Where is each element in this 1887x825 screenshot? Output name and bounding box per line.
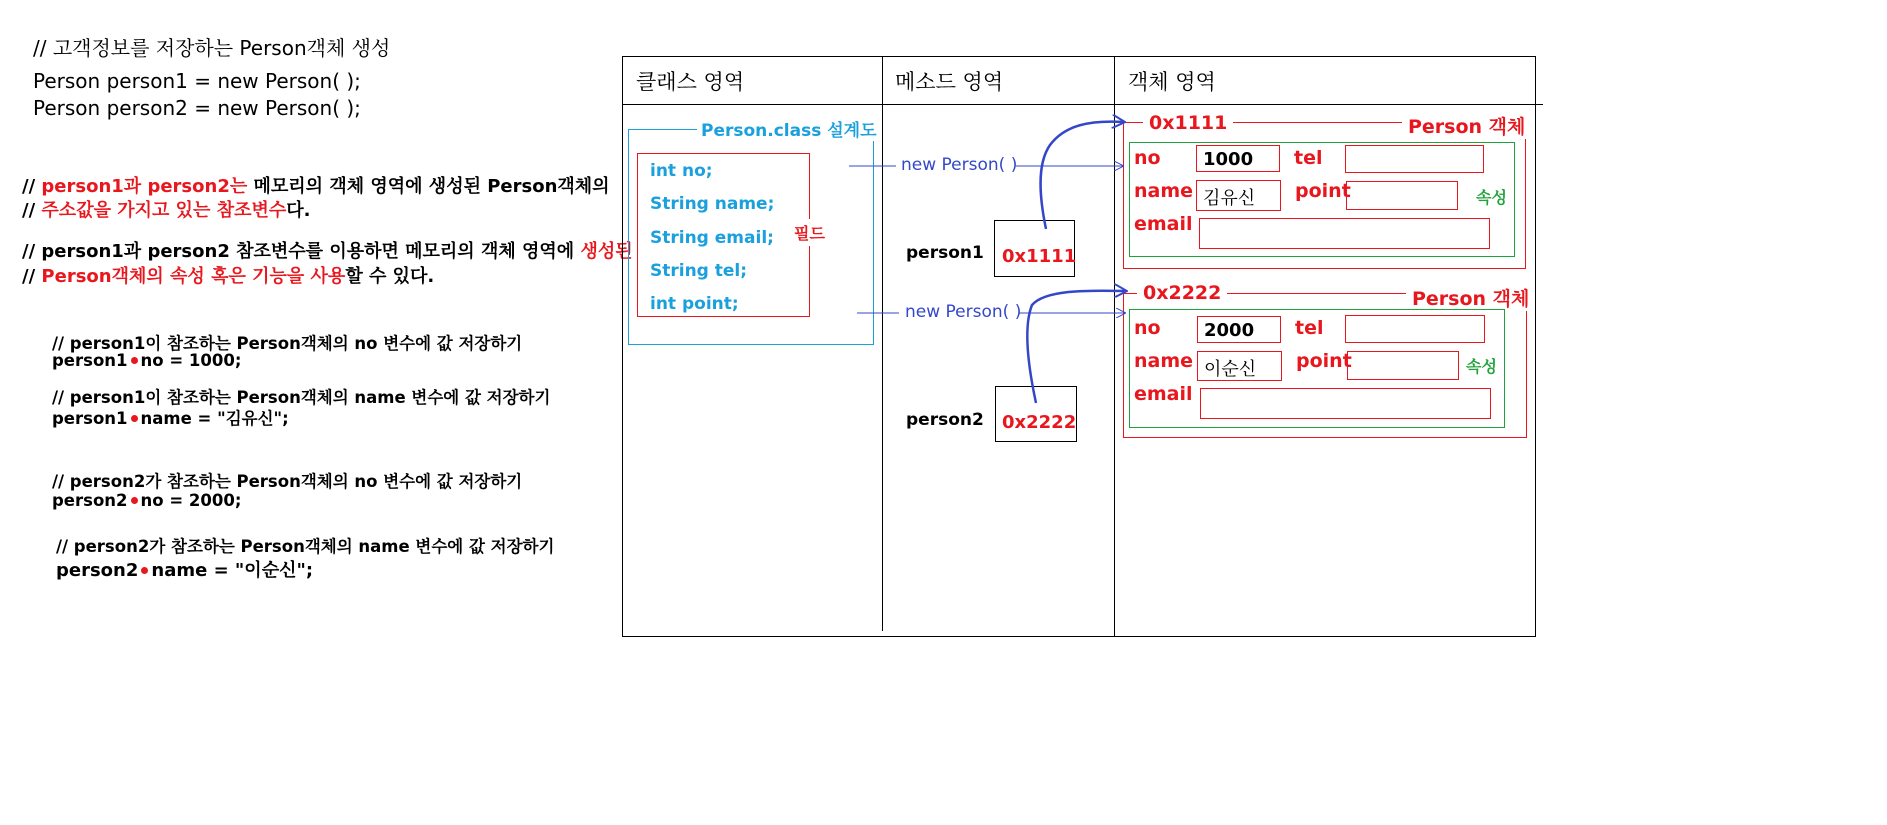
note1-line2: // 주소값을 가지고 있는 참조변수다. <box>22 200 311 221</box>
object1-title: Person 객체 <box>1402 112 1531 139</box>
step-code: person1 name = "김유신"; <box>52 409 289 428</box>
field-item: String name; <box>650 194 775 214</box>
object1-point-value <box>1346 181 1458 210</box>
object2-point-label: point <box>1296 350 1352 372</box>
dot-operator <box>131 497 138 504</box>
field-item: int point; <box>650 294 739 314</box>
step-comment: // person2가 참조하는 Person객체의 name 변수에 값 저장하기 <box>56 537 555 556</box>
comment-create: // 고객정보를 저장하는 Person객체 생성 <box>33 36 391 60</box>
ref-person2-address: 0x2222 <box>1002 412 1077 433</box>
object1-address: 0x1111 <box>1143 112 1233 134</box>
ref-person2-name: person2 <box>906 410 984 430</box>
step-comment: // person1이 참조하는 Person객체의 name 변수에 값 저장하기 <box>52 388 551 407</box>
method-area-header: 메소드 영역 <box>895 70 1004 94</box>
object1-tel-value <box>1345 145 1484 173</box>
object2-name-value: 이순신 <box>1197 351 1282 381</box>
field-label: 필드 <box>794 219 825 246</box>
step-code: person2 no = 2000; <box>52 491 242 510</box>
object2-tel-value <box>1345 315 1485 343</box>
ref-person1-address: 0x1111 <box>1002 246 1077 267</box>
step-code: person1 no = 1000; <box>52 351 242 370</box>
code-line-person1: Person person1 = new Person( ); <box>33 69 361 93</box>
column-divider-1 <box>882 56 883 631</box>
object2-attr-label: 속성 <box>1466 357 1497 376</box>
dot-operator <box>131 357 138 364</box>
note2-line2: // Person객체의 속성 혹은 기능을 사용할 수 있다. <box>22 266 435 287</box>
note2-line1: // person1과 person2 참조변수를 이용하면 메모리의 객체 영역에 생성된 <box>22 241 633 262</box>
object2-email-label: email <box>1134 383 1193 405</box>
object-area-header: 객체 영역 <box>1128 70 1216 94</box>
ref-person1-name: person1 <box>906 243 984 263</box>
object2-title: Person 객체 <box>1406 284 1535 311</box>
object2-address: 0x2222 <box>1137 282 1227 304</box>
object1-name-value: 김유신 <box>1196 180 1281 211</box>
step-comment: // person1이 참조하는 Person객체의 no 변수에 값 저장하기 <box>52 334 523 353</box>
object1-no-value: 1000 <box>1196 145 1280 172</box>
note1-line1: // person1과 person2는 메모리의 객체 영역에 생성된 Person객체의 <box>22 176 610 197</box>
new-person-label-2: new Person( ) <box>905 302 1022 322</box>
field-item: int no; <box>650 161 713 181</box>
class-blueprint-title: Person.class 설계도 <box>697 116 881 141</box>
class-area-header: 클래스 영역 <box>636 70 745 94</box>
code-line-person2: Person person2 = new Person( ); <box>33 96 361 120</box>
new-person-label-1: new Person( ) <box>901 155 1018 175</box>
step-code: person2 name = "이순신"; <box>56 560 314 581</box>
object2-point-value <box>1347 351 1459 380</box>
object2-email-value <box>1200 388 1491 419</box>
step-comment: // person2가 참조하는 Person객체의 no 변수에 값 저장하기 <box>52 472 523 491</box>
column-divider-2 <box>1114 56 1115 637</box>
object2-no-value: 2000 <box>1197 316 1281 343</box>
field-item: String email; <box>650 228 774 248</box>
object1-email-value <box>1199 218 1490 249</box>
object2-tel-label: tel <box>1295 317 1324 339</box>
object1-name-label: name <box>1134 180 1194 202</box>
dot-operator <box>131 415 138 422</box>
object2-no-label: no <box>1134 317 1161 339</box>
object1-no-label: no <box>1134 147 1161 169</box>
object2-name-label: name <box>1134 350 1194 372</box>
object1-tel-label: tel <box>1294 147 1323 169</box>
object1-attr-label: 속성 <box>1476 188 1507 207</box>
field-item: String tel; <box>650 261 748 281</box>
header-divider <box>622 104 1543 105</box>
dot-operator <box>141 567 148 574</box>
object1-email-label: email <box>1134 213 1193 235</box>
object1-point-label: point <box>1295 180 1351 202</box>
